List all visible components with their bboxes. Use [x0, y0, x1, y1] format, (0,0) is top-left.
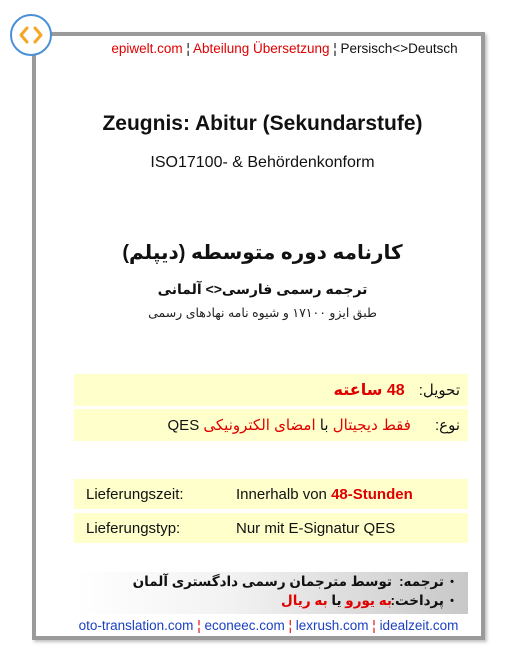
delivery-de-box — [74, 479, 468, 509]
language-pair: Persisch<>Deutsch — [340, 41, 458, 56]
page-subtitle: ISO17100- & Behördenkonform — [150, 154, 375, 171]
delivery-fa-box — [74, 374, 468, 406]
list-item — [74, 591, 460, 610]
separator: ¦ — [329, 41, 341, 56]
payment-label: پرداخت: — [390, 592, 444, 608]
persian-title: کارنامه دوره متوسطه (دیپلم) — [122, 242, 403, 264]
type-de-label: Lieferungstyp: — [86, 519, 181, 537]
translation-label: ترجمه: — [399, 573, 444, 589]
header-line — [0, 41, 529, 56]
bullet-icon: • — [450, 594, 454, 607]
footer-link-idealzeit[interactable]: idealzeit.com — [379, 618, 459, 633]
department-label: Abteilung Übersetzung — [192, 41, 330, 56]
bullet-icon: • — [450, 575, 454, 588]
persian-subtitle: ترجمه رسمی فارسی<> آلمانی — [157, 281, 368, 297]
type-de-box — [74, 513, 468, 543]
delivery-de-label: Lieferungszeit: — [86, 485, 184, 503]
separator: ¦ — [284, 618, 296, 633]
list-item — [74, 572, 460, 591]
page-title: Zeugnis: Abitur (Sekundarstufe) — [102, 112, 423, 135]
separator: ¦ — [368, 618, 380, 633]
payment-value: به یورو یا به ریال — [281, 592, 392, 608]
type-fa-value: فقط دیجیتال با امضای الکترونیکی QES — [167, 417, 411, 434]
type-fa-box — [74, 409, 468, 441]
persian-standard-note: طبق ایزو ۱۷۱۰۰ و شیوه نامه نهادهای رسمی — [148, 306, 377, 320]
type-de-value: Nur mit E-Signatur QES — [236, 519, 396, 537]
delivery-fa-label: تحویل: — [418, 382, 460, 399]
type-fa-label: نوع: — [434, 417, 460, 434]
delivery-de-value: Innerhalb von 48-Stunden — [236, 485, 413, 503]
footer-link-lexrush[interactable]: lexrush.com — [295, 618, 369, 633]
footer-links — [0, 618, 529, 633]
separator: ¦ — [182, 41, 193, 56]
info-box — [74, 572, 468, 614]
footer-link-oto[interactable]: oto-translation.com — [78, 618, 194, 633]
site-link[interactable]: epiwelt.com — [111, 41, 183, 56]
footer-link-econeec[interactable]: econeec.com — [204, 618, 285, 633]
translation-value: توسط مترجمان رسمی دادگستری آلمان — [132, 573, 392, 589]
separator: ¦ — [193, 618, 205, 633]
delivery-fa-value: 48 ساعته — [333, 382, 405, 399]
